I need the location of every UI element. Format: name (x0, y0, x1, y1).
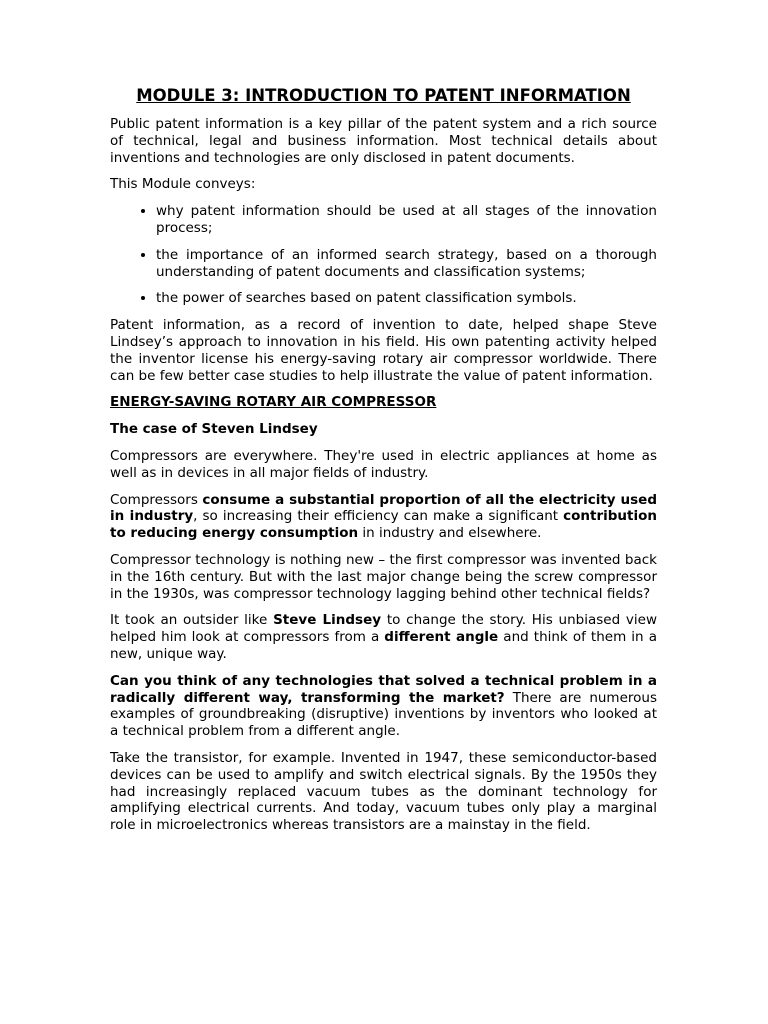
document-title: MODULE 3: INTRODUCTION TO PATENT INFORMATION (136, 86, 631, 105)
outsider-bold-1: Steve Lindsey (273, 612, 382, 629)
list-item: • the power of searches based on patent classification symbols. (156, 290, 657, 307)
list-item: • why patent information should be used at all stages of the innovation process; (156, 203, 657, 237)
outsider-bold-2: different angle (384, 629, 499, 646)
question-paragraph (110, 673, 657, 740)
outsider-text-2: to change the story. His unbiased view helped him look at compressors from a (110, 612, 657, 646)
consume-bold-2: contribution to reducing energy consumption (110, 508, 658, 542)
outsider-text-3: and think of them in a new, unique way. (110, 629, 657, 662)
conveys-list (110, 203, 657, 307)
technology-paragraph: Compressor technology is nothing new – the first compressor was invented back in the 16th century. But with the last major change being the screw compressor in the 1930s, was compressor technology lagging behind other technical fields? (110, 551, 657, 602)
question-text: There are numerous examples of groundbreaking (disruptive) inventions by inventors who looked at a technical problem from a different angle. (110, 689, 657, 740)
lindsey-paragraph: Patent information, as a record of invention to date, helped shape Steve Lindsey’s approach to innovation in his field. His own patenting activity helped the inventor license his energy-saving rotary air compressor worldwide. There can be few better case studies to help illustrate the value of patent information. (110, 317, 657, 384)
consume-text-3: in industry and elsewhere. (358, 525, 542, 542)
consume-text-2: , so increasing their efficiency can make a significant (193, 508, 564, 525)
consume-bold-1: consume a substantial proportion of all the electricity used in industry (110, 491, 657, 525)
outsider-paragraph (110, 612, 657, 662)
outsider-text-1: It took an outsider like (110, 612, 274, 629)
question-bold: Can you think of any technologies that solved a technical problem in a radically different way, transforming the market? (110, 672, 657, 706)
consume-paragraph (110, 492, 657, 542)
subheading: The case of Steven Lindsey (110, 421, 318, 438)
conveys-label: This Module conveys: (110, 176, 256, 193)
everywhere-paragraph: Compressors are everywhere. They're used in electric appliances at home as well as in devices in all major fields of industry. (110, 447, 657, 481)
consume-text-1: Compressors (110, 491, 203, 508)
transistor-paragraph: Take the transistor, for example. Invented in 1947, these semiconductor-based devices can be used to amplify and switch electrical signals. By the 1950s they had increasingly replaced vacuum tubes as the dominant technology for amplifying electrical currents. And today, vacuum tubes only play a marginal role in microelectronics whereas transistors are a mainstay in the field. (110, 749, 657, 834)
intro-paragraph: Public patent information is a key pillar of the patent system and a rich source of technical, legal and business information. Most technical details about inventions and technologies are only disclosed in patent documents. (110, 116, 657, 166)
section-heading: ENERGY-SAVING ROTARY AIR COMPRESSOR (110, 394, 437, 411)
list-item: • the importance of an informed search strategy, based on a thorough understanding of patent documents and classification systems; (156, 247, 657, 281)
